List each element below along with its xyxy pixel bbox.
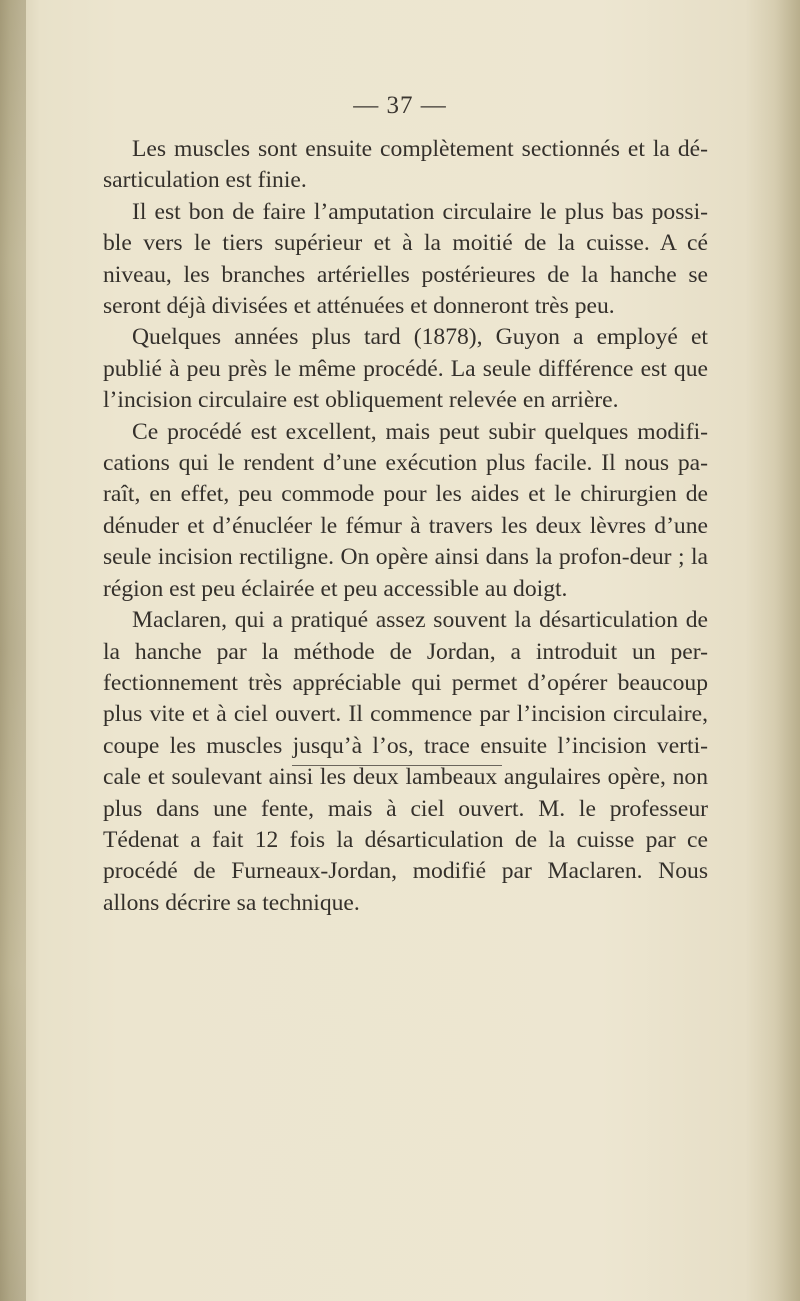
paragraph-3: Quelques années plus tard (1878), Guyon a employé et publié à peu près le même procédé. La seule différence est que l’incision circulaire est obliquement relevée en arrière. [103,324,708,414]
section-divider [292,765,502,766]
page-number-header: — 37 — [353,92,447,119]
paragraph-1: Les muscles sont ensuite complètement sectionnés et la dé-sarticulation est finie. [103,136,708,194]
paragraph-4: Ce procédé est excellent, mais peut subir quelques modifi-cations qui le rendent d’une exécution plus facile. Il nous pa-raît, en effet, peu commode pour les aides et le chirurgien de dénuder et d’énucléer le fémur à travers les deux lèvres d’une seule incision rectiligne. On opère ainsi dans la profon-deur ; la région est peu éclairée et peu accessible au doigt. [103,418,708,602]
body-text [103,134,708,919]
paragraph-5: Maclaren, qui a pratiqué assez souvent la désarticulation de la hanche par la méthode de Jordan, a introduit un per-fectionnement très appréciable qui permet d’opérer beaucoup plus vite et à ciel ouvert. Il commence par l’incision circulaire, coupe les muscles jusqu’à l’os, trace ensuite l’incision verti-cale et soulevant ainsi les deux lambeaux angulaires opère, non plus dans une fente, mais à ciel ouvert. M. le professeur Tédenat a fait 12 fois la désarticulation de la cuisse par ce procédé de Furneaux-Jordan, modifié par Maclaren. Nous allons décrire sa technique. [103,607,708,916]
paragraph-2: Il est bon de faire l’amputation circulaire le plus bas possi-ble vers le tiers supérieur et à la moitié de la cuisse. A cé niveau, les branches artérielles postérieures de la hanche se seront déjà divisées et atténuées et donneront très peu. [103,198,708,320]
